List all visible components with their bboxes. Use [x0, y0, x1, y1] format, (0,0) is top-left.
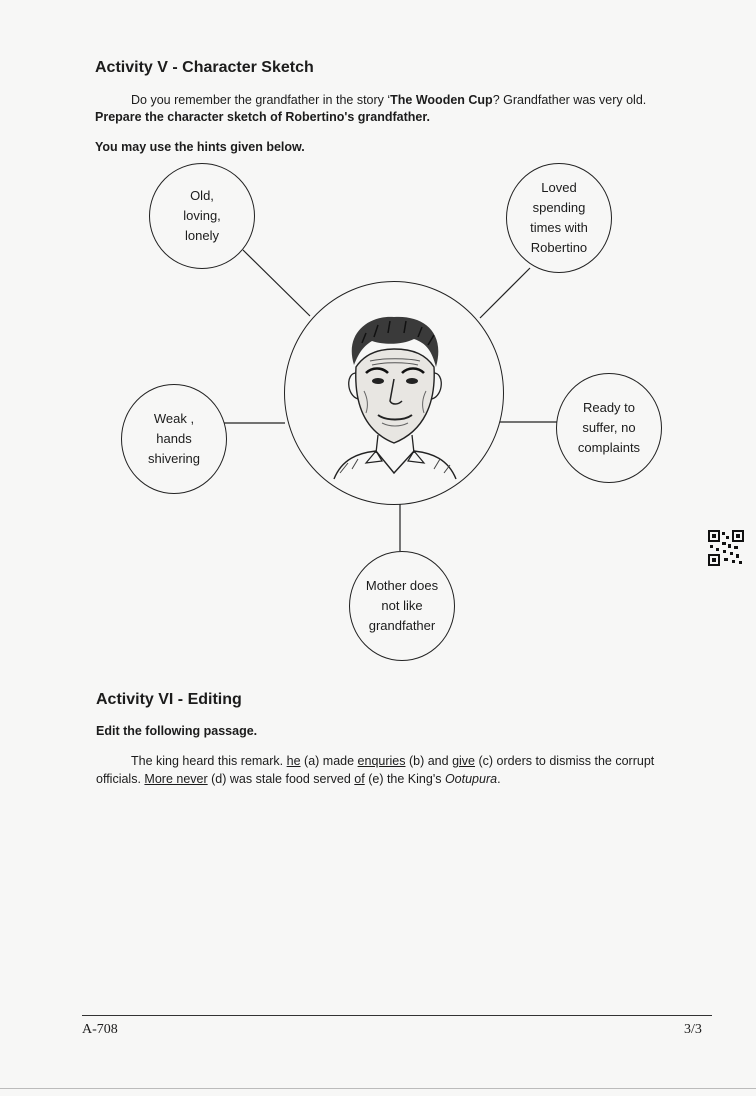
- hint-bubble-mid-right: Ready to suffer, no complaints: [556, 373, 662, 483]
- hint-bubble-top-left: Old, loving, lonely: [149, 163, 255, 269]
- hint-bubble-mid-left: Weak , hands shivering: [121, 384, 227, 494]
- qr-code-icon: [708, 530, 744, 566]
- grandfather-portrait: [284, 281, 504, 505]
- page-number: 3/3: [684, 1022, 702, 1037]
- editing-passage-line-2: officials. More never (d) was stale food served of (e) the King's Ootupura.: [96, 772, 501, 786]
- error-word-a: he: [286, 754, 301, 768]
- grandfather-sketch-icon: [314, 303, 474, 483]
- hint-bubble-bottom: Mother does not like grandfather: [349, 551, 455, 661]
- hint-bubble-top-right: Loved spending times with Robertino: [506, 163, 612, 273]
- error-word-c: give: [452, 754, 476, 768]
- error-word-b: enquries: [357, 754, 406, 768]
- activity-vi-title: Activity VI - Editing: [96, 691, 242, 708]
- error-word-e: of: [354, 772, 365, 786]
- scan-edge: [0, 1088, 756, 1089]
- footer-divider: [82, 1015, 712, 1016]
- activity-v-intro: Do you remember the grandfather in the story ‘The Wooden Cup? Grandfather was very old.: [131, 93, 647, 107]
- error-word-d: More never: [144, 772, 208, 786]
- activity-vi-task: Edit the following passage.: [96, 724, 258, 738]
- activity-v-task: Prepare the character sketch of Robertino's grandfather.: [95, 110, 431, 124]
- place-name: Ootupura: [444, 772, 498, 786]
- paper-code: A-708: [82, 1022, 118, 1037]
- editing-passage-line-1: The king heard this remark. he (a) made enquries (b) and give (c) orders to dismiss the corrupt: [131, 754, 655, 768]
- activity-v-title: Activity V - Character Sketch: [95, 59, 314, 76]
- activity-v-hint: You may use the hints given below.: [95, 140, 305, 154]
- story-title: The Wooden Cup: [390, 93, 493, 107]
